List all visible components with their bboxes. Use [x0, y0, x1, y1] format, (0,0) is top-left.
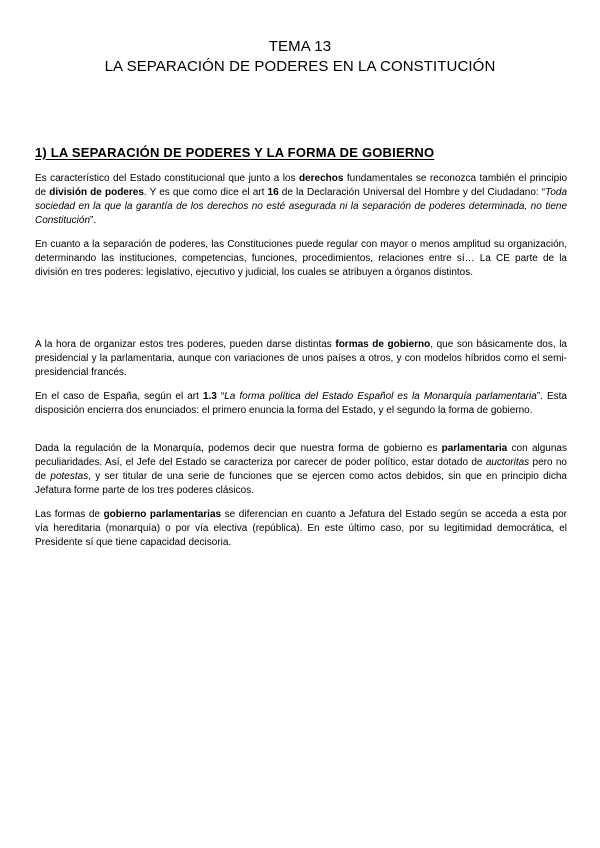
text-run: pero no de [35, 457, 567, 482]
paragraph-6 [35, 508, 567, 550]
text-run: ”. Esta disposición encierra dos enunciados: el primero enuncia la forma del Estado, y el segundo la forma de gobierno. [35, 391, 567, 416]
text-run: Dada la regulación de la Monarquía, podemos decir que nuestra forma de gobierno es [35, 443, 442, 454]
bold-term: 1.3 [202, 391, 217, 402]
bold-term: gobierno parlamentarias [103, 509, 222, 520]
paragraph-2: En cuanto a la separación de poderes, las Constituciones puede regular con mayor o menos amplitud su organización, determinando las instituciones, competencias, funciones, procedimientos, relaciones entre sí… La CE parte de la división en tres poderes: legislativo, ejecutivo y judicial, los cuales se atribuyen a órganos distintos. [35, 239, 567, 278]
italic-term: auctoritas [485, 457, 530, 468]
text-run: de la Declaración Universal del Hombre y del Ciudadano: “ [278, 187, 546, 198]
text-run: Es característico del Estado constitucional que junto a los [35, 173, 299, 184]
italic-quote: Toda sociedad en la que la garantía de los derechos no esté asegurada ni la separación de poderes determinada, no tiene Constitución [35, 187, 567, 226]
italic-term: potestas [50, 471, 89, 482]
italic-quote: La forma política del Estado Español es la Monarquía parlamentaria [224, 391, 537, 402]
text-run: fundamentales se reconozca también el principio de [35, 173, 568, 198]
text-run: “ [216, 391, 225, 402]
bold-term: parlamentaria [441, 443, 508, 454]
paragraph-5 [35, 442, 567, 498]
bold-term: derechos [298, 173, 344, 184]
document-title: LA SEPARACIÓN DE PODERES EN LA CONSTITUCIÓN [104, 58, 496, 75]
text-run: con algunas peculiaridades. Así, el Jefe del Estado se caracteriza por carecer de poder político, estar dotado de [35, 443, 567, 468]
text-run: , que son básicamente dos, la presidencial y la parlamentaria, aunque con variaciones de unos países a otros, y con modelos híbridos como el semi-presidencial francés. [35, 339, 567, 378]
text-run: Las formas de [35, 509, 104, 520]
text-run: . Y es que como dice el art [143, 187, 268, 198]
text-run: , y ser titular de una serie de funciones que se ejercen como actos debidos, sin que en principio dicha Jefatura forme parte de los tres poderes clásicos. [35, 471, 567, 496]
text-run: ”. [90, 215, 97, 226]
paragraph-3 [35, 338, 567, 380]
section-heading: 1) LA SEPARACIÓN DE PODERES Y LA FORMA DE GOBIERNO [35, 145, 435, 160]
bold-term: división de poderes [49, 187, 144, 198]
paragraph-4 [35, 390, 567, 418]
bold-term: 16 [267, 187, 279, 198]
text-run: A la hora de organizar estos tres poderes, pueden darse distintas [35, 339, 336, 350]
paragraph-1 [35, 172, 567, 228]
text-run: En el caso de España, según el art [35, 391, 203, 402]
document-title-number: TEMA 13 [268, 38, 332, 55]
text-run: se diferencian en cuanto a Jefatura del Estado según se acceda a esta por vía hereditaria (monarquía) o por vía electiva (república). En este último caso, por su legitimidad democrática, el Presidente sí que tiene capacidad decisoria. [35, 509, 567, 548]
bold-term: formas de gobierno [335, 339, 431, 350]
